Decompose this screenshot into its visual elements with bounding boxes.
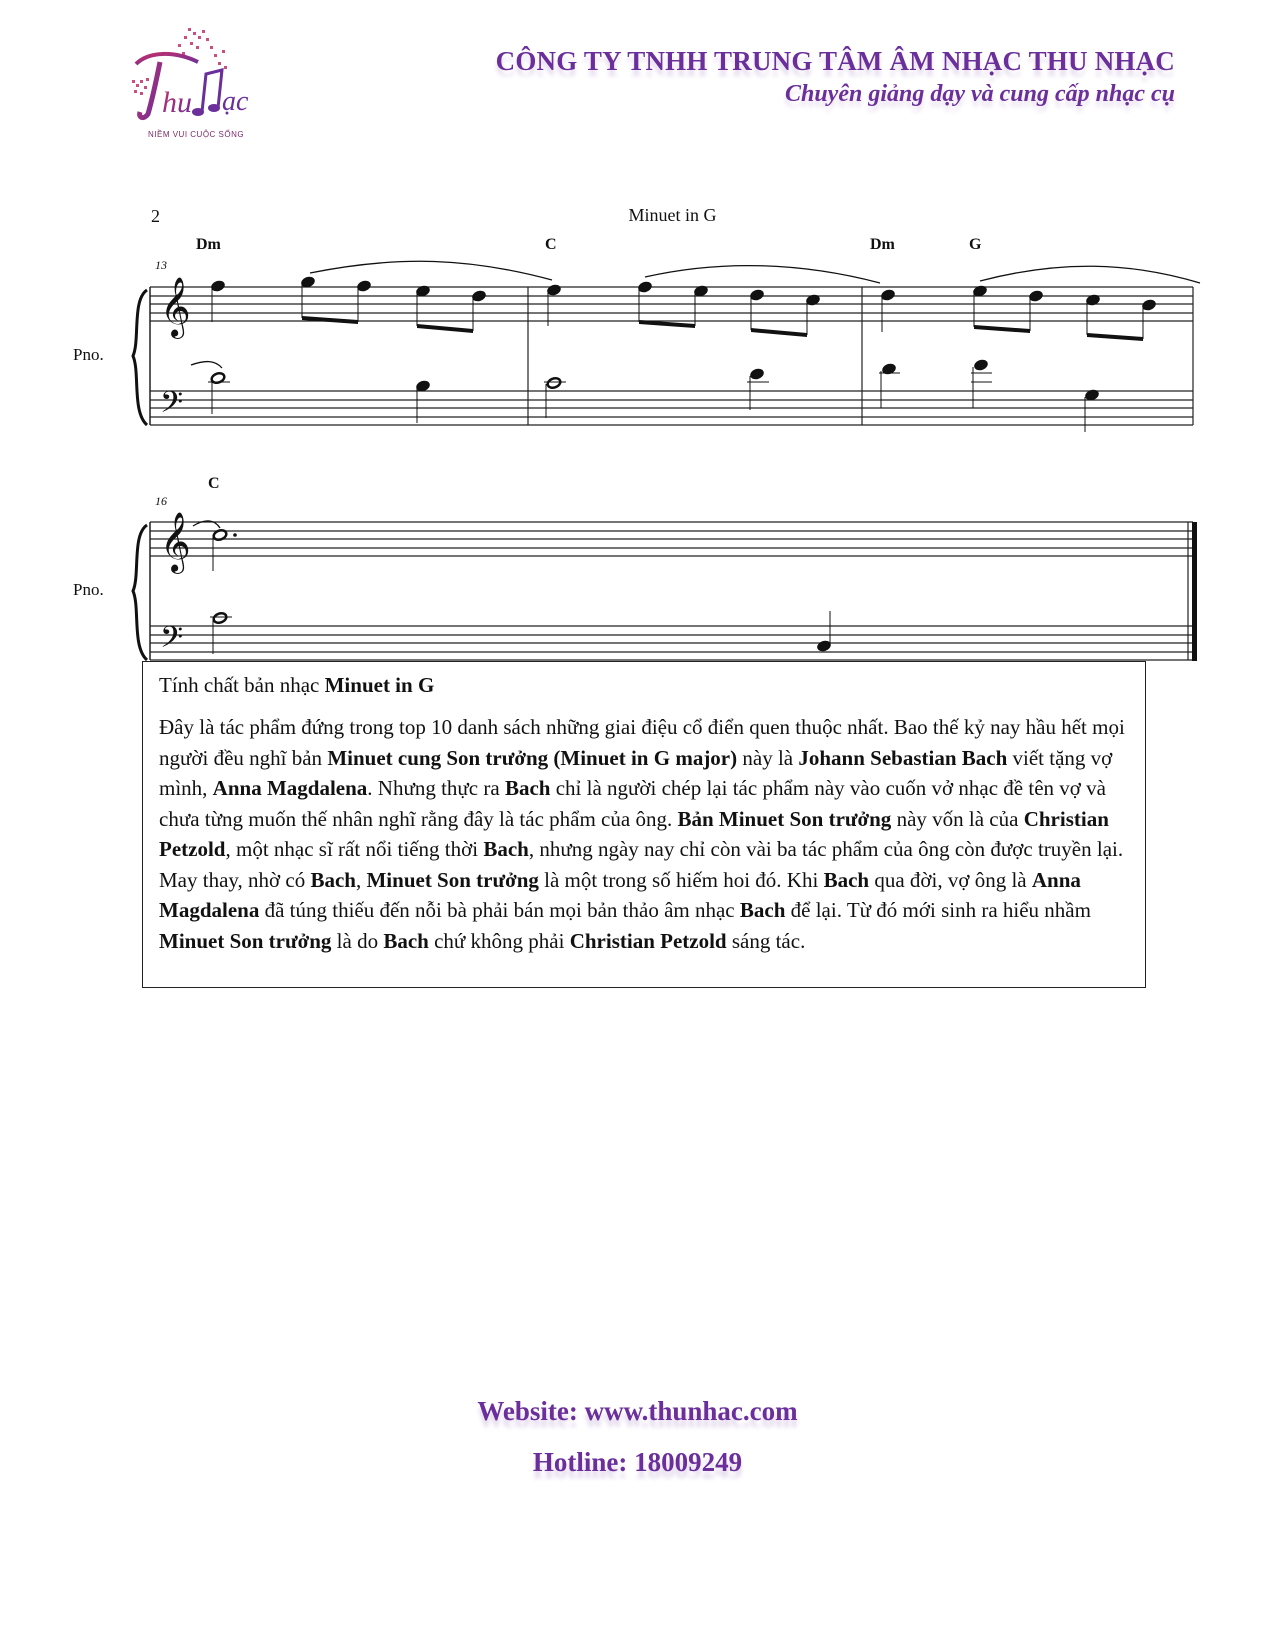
body-text: là một trong số hiếm hoi đó. Khi xyxy=(538,867,824,892)
emphasized-text: Christian Petzold xyxy=(159,806,1109,861)
footer xyxy=(0,1396,1275,1478)
treble-clef-icon: 𝄞 xyxy=(160,277,191,337)
emphasized-text: Bach xyxy=(383,928,429,953)
bass-staff xyxy=(150,391,1193,425)
description-heading xyxy=(159,672,1131,698)
description-paragraph xyxy=(159,712,1131,956)
body-text: là do xyxy=(331,928,384,953)
emphasized-text: Anna Magdalena xyxy=(212,776,368,800)
emphasized-text: Minuet cung Son trưởng (Minuet in G major) xyxy=(327,745,738,770)
treble-clef-icon: 𝄞 xyxy=(160,512,191,572)
brace xyxy=(133,525,147,660)
emphasized-text: Minuet Son trưởng xyxy=(159,928,332,953)
body-text: , một nhạc sĩ rất nổi tiếng thời xyxy=(225,837,484,861)
bass-clef-icon: 𝄢 xyxy=(160,386,184,427)
chord-symbol: Dm xyxy=(196,236,221,253)
instrument-label: Pno. xyxy=(73,345,104,364)
chord-symbol: C xyxy=(208,475,220,492)
emphasized-text: Bản Minuet Son trưởng xyxy=(677,806,892,831)
instrument-label: Pno. xyxy=(73,580,104,599)
sheet-music xyxy=(0,0,1275,680)
company-slogan: Chuyên giảng dạy và cung cấp nhạc cụ xyxy=(784,81,1175,107)
final-barline xyxy=(1192,522,1197,661)
company-name: CÔNG TY TNHH TRUNG TÂM ÂM NHẠC THU NHẠC xyxy=(495,46,1175,76)
piece-description-box xyxy=(142,661,1146,988)
emphasized-text: Bach xyxy=(483,837,529,861)
measure-number: 13 xyxy=(155,258,167,272)
bass-clef-icon: 𝄢 xyxy=(160,621,184,662)
emphasized-text: Johann Sebastian Bach xyxy=(798,745,1008,770)
measure-number: 16 xyxy=(155,494,167,508)
emphasized-text: Bach xyxy=(739,898,786,922)
body-text: viết tặng vợ mình, xyxy=(159,745,1113,800)
body-text: chứ không phải xyxy=(428,928,570,953)
emphasized-text: Bach xyxy=(504,776,551,800)
heading-piece-name: Minuet in G xyxy=(324,673,435,697)
body-text: sáng tác. xyxy=(726,928,806,953)
hotline: Hotline: 18009249 xyxy=(532,1447,743,1477)
brace xyxy=(133,290,147,425)
emphasized-text: Bach xyxy=(310,867,356,892)
emphasized-text: Anna Magdalena xyxy=(159,867,1081,922)
chord-symbol: G xyxy=(969,236,982,253)
score-title: Minuet in G xyxy=(628,205,717,225)
body-text: Đây là tác phẩm đứng trong top 10 danh sách những giai điệu cổ điển quen thuộc nhất. Bao thế kỷ nay hầu hết mọi người đều nghĩ bản xyxy=(159,715,1125,770)
body-text: chỉ là người chép lại tác phẩm này vào cuốn vở nhạc đề tên vợ và chưa từng muốn thế nhân nghĩ rằng đây là tác phẩm của ông. xyxy=(159,776,1106,831)
svg-text:hu: hu xyxy=(162,86,192,119)
emphasized-text: Bach xyxy=(823,867,870,892)
emphasized-text: Christian Petzold xyxy=(569,928,727,953)
body-text: để lại. Từ đó mới sinh ra hiểu nhầm xyxy=(785,898,1091,922)
body-text: này vốn là của xyxy=(891,806,1024,831)
body-text: , nhưng ngày nay chỉ còn vài ba tác phẩm của ông còn được truyền lại. May thay, nhờ có xyxy=(159,837,1124,892)
body-text: qua đời, vợ ông là xyxy=(869,867,1032,892)
svg-text:ạc: ạc xyxy=(222,86,249,117)
body-text: đã túng thiếu đến nỗi bà phải bán mọi bản thảo âm nhạc xyxy=(259,898,740,922)
body-text: này là xyxy=(737,745,799,770)
chord-symbol: C xyxy=(545,236,557,253)
page-number: 2 xyxy=(151,206,160,226)
logo-tagline: NIỀM VUI CUỘC SỐNG xyxy=(148,130,245,139)
heading-prefix: Tính chất bản nhạc xyxy=(159,673,325,697)
chord-symbol: Dm xyxy=(870,236,895,253)
body-text: . Nhưng thực ra xyxy=(367,776,505,800)
website-link[interactable]: Website: www.thunhac.com xyxy=(477,1396,798,1426)
emphasized-text: Minuet Son trưởng xyxy=(366,867,539,892)
body-text: , xyxy=(355,867,367,892)
